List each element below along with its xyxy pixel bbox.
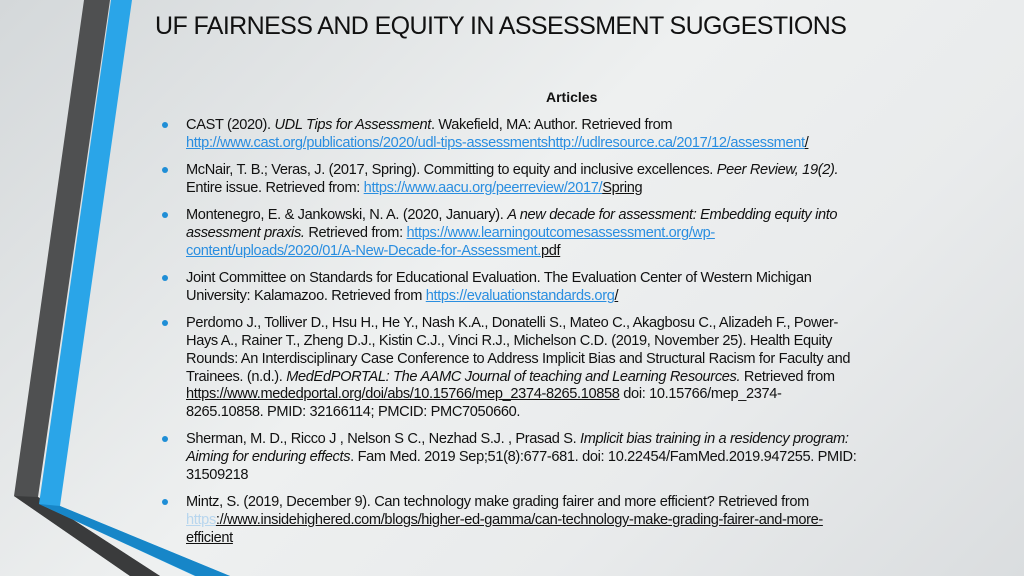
reference-item: [186, 494, 856, 547]
reference-text: Joint Committee on Standards for Educational Evaluation. The Evaluation Center of Western Michigan: [186, 270, 812, 287]
reference-text: 31509218: [186, 467, 249, 484]
reference-line: [186, 404, 856, 422]
reference-link[interactable]: /: [614, 287, 619, 304]
reference-text: . Fam Med. 2019 Sep;51(8):677-681. doi: 10.22454/FamMed.2019.947255. PMID:: [350, 449, 857, 466]
reference-link[interactable]: https://evaluationstandards.org: [425, 287, 615, 304]
reference-line: [186, 117, 856, 135]
reference-line: [186, 270, 856, 288]
reference-item: [186, 431, 856, 484]
reference-link[interactable]: efficient: [186, 529, 233, 546]
reference-link[interactable]: /: [804, 134, 809, 151]
reference-line: [186, 135, 856, 153]
reference-text: assessment praxis.: [186, 224, 305, 241]
reference-text: A new decade for assessment: Embedding equity into: [507, 207, 838, 224]
reference-line: [186, 467, 856, 485]
reference-text: Perdomo J., Tolliver D., Hsu H., He Y., Nash K.A., Donatelli S., Mateo C., Akagbosu C., Alizadeh F., Power-: [186, 315, 839, 332]
reference-line: [186, 449, 856, 467]
reference-item: [186, 162, 856, 198]
articles-heading: Articles: [546, 89, 598, 105]
reference-text: Retrieved from: [740, 368, 835, 385]
reference-text: McNair, T. B.; Veras, J. (2017, Spring). Committing to equity and inclusive excellences.: [186, 162, 717, 179]
reference-text: Peer Review, 19(2).: [716, 162, 839, 179]
reference-text: Montenegro, E. & Jankowski, N. A. (2020, January).: [186, 207, 508, 224]
reference-line: [186, 386, 856, 404]
reference-link[interactable]: http://www.cast.org/publications/2020/udl-tips-assessmentshttp://udlresource.ca/2017/12/assessment: [186, 134, 805, 151]
reference-link[interactable]: https://www.learningoutcomesassessment.org/wp-: [406, 224, 715, 241]
reference-text: Mintz, S. (2019, December 9). Can technology make grading fairer and more efficient? Retrieved from: [186, 494, 809, 511]
reference-text: Rounds: An Interdisciplinary Case Conference to Address Implicit Bias and Structural Racism for Faculty and: [186, 350, 851, 367]
reference-line: [186, 243, 856, 261]
reference-link[interactable]: Spring: [602, 179, 643, 196]
reference-text: . Wakefield, MA: Author. Retrieved from: [430, 117, 673, 133]
reference-text: Retrieved from:: [304, 224, 407, 241]
reference-line: [186, 494, 856, 512]
reference-text: MedEdPORTAL: The AAMC Journal of teaching and Learning Resources.: [286, 368, 741, 385]
reference-link[interactable]: https://www.mededportal.org/doi/abs/10.15766/mep_2374-8265.10858: [186, 386, 620, 403]
reference-text: University: Kalamazoo. Retrieved from: [186, 287, 426, 304]
gray-bar-shadow: [14, 496, 160, 576]
reference-item: [186, 270, 856, 306]
reference-text: 8265.10858. PMID: 32166114; PMCID: PMC7050660.: [186, 404, 521, 421]
reference-text: CAST (2020).: [186, 117, 275, 133]
reference-text: Hays A., Rainer T., Zheng D.J., Kistin C.J., Vinci R.J., Michelson C.D. (2019, November 25). Health Equity: [186, 332, 833, 349]
reference-text: Aiming for enduring effects: [186, 449, 351, 466]
reference-item: [186, 315, 856, 422]
reference-line: [186, 288, 856, 306]
reference-line: [186, 369, 856, 387]
reference-text: Sherman, M. D., Ricco J , Nelson S C., Nezhad S.J. , Prasad S.: [186, 431, 581, 448]
reference-line: [186, 207, 856, 225]
reference-line: [186, 180, 856, 198]
reference-line: [186, 333, 856, 351]
reference-link[interactable]: pdf: [540, 242, 561, 259]
reference-line: [186, 431, 856, 449]
reference-line: [186, 162, 856, 180]
reference-link[interactable]: content/uploads/2020/01/A-New-Decade-for-Assessment.: [186, 242, 541, 259]
reference-line: [186, 225, 856, 243]
reference-item: [186, 117, 856, 153]
reference-line: [186, 315, 856, 333]
slide-title: UF FAIRNESS AND EQUITY IN ASSESSMENT SUGGESTIONS: [155, 12, 847, 40]
reference-link[interactable]: https: [186, 512, 216, 529]
reference-list: [186, 117, 856, 557]
reference-text: Trainees. (n.d.).: [186, 368, 287, 385]
reference-text: Entire issue. Retrieved from:: [186, 179, 364, 196]
reference-text: doi: 10.15766/mep_2374-: [619, 386, 782, 403]
reference-link[interactable]: ://www.insidehighered.com/blogs/higher-ed-gamma/can-technology-make-grading-fairer-and-more-: [215, 512, 823, 529]
reference-line: [186, 512, 856, 530]
reference-link[interactable]: https://www.aacu.org/peerreview/2017/: [363, 179, 603, 196]
reference-item: [186, 207, 856, 260]
reference-text: Implicit bias training in a residency program:: [580, 431, 849, 448]
reference-text: UDL Tips for Assessment: [274, 117, 431, 133]
reference-line: [186, 530, 856, 548]
reference-line: [186, 351, 856, 369]
